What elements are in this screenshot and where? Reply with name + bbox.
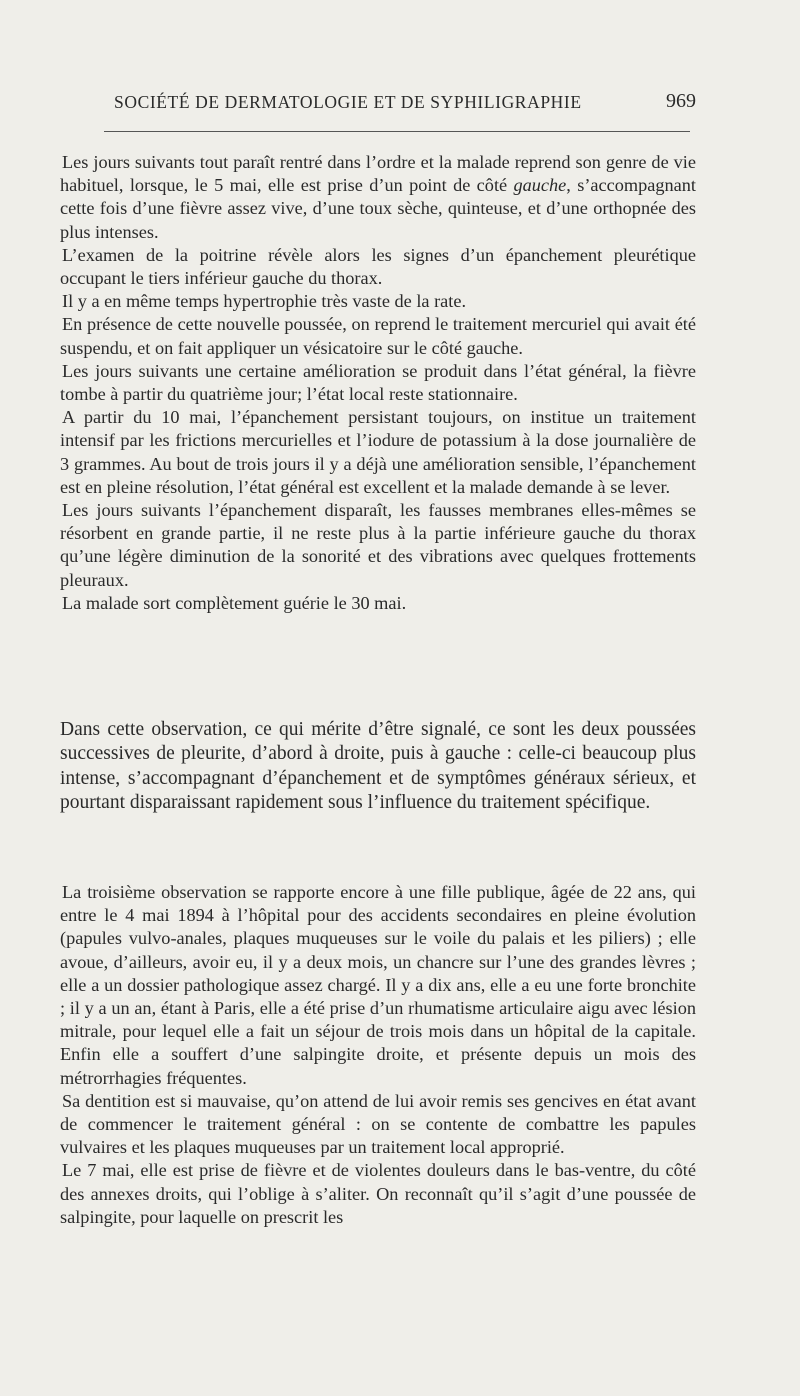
header-rule: [104, 131, 690, 132]
paragraph: L’examen de la poitrine révèle alors les signes d’un épanchement pleurétique occupant le tiers inférieur gauche du thorax.: [60, 244, 696, 289]
running-title: SOCIÉTÉ DE DERMATOLOGIE ET DE SYPHILIGRAPHIE: [114, 92, 582, 112]
third-observation: [60, 881, 696, 1229]
paragraph: Les jours suivants l’épanchement disparaît, les fausses membranes elles-mêmes se résorbent en grande partie, il ne reste plus à la partie inférieure gauche du thorax qu’une légère diminution de la sonorité et des vibrations avec quelques frottements pleuraux.: [60, 500, 696, 590]
paragraph: En présence de cette nouvelle poussée, on reprend le traitement mercuriel qui avait été suspendu, et on fait appliquer un vésicatoire sur le côté gauche.: [60, 314, 696, 358]
paragraph: Il y a en même temps hypertrophie très vaste de la rate.: [62, 291, 467, 312]
italic-word: gauche: [513, 175, 567, 196]
page-number: 969: [666, 90, 696, 112]
text-run: Les jours suivants tout paraît rentré dans l’ordre et la malade reprend son genre de vie habituel, lorsque, le 5 mai, elle est prise d’un point de côté: [60, 152, 696, 196]
commentary: [60, 718, 696, 815]
text-run: , s’accompagnant cette fois d’une fièvre assez vive, d’une toux sèche, quinteuse, et d’une orthopnée des plus intenses.: [60, 175, 697, 242]
paragraph: Sa dentition est si mauvaise, qu’on attend de lui avoir remis ses gencives en état avant de commencer le traitement général : on se contente de combattre les papules vulvaires et les plaques muqueuses par un traitement local approprié.: [60, 1090, 696, 1158]
paragraph: Dans cette observation, ce qui mérite d’être signalé, ce sont les deux poussées successives de pleurite, d’abord à droite, puis à gauche : celle-ci beaucoup plus intense, s’accompagnant d’épanchement et de symptômes généraux sérieux, et pourtant disparaissant rapidement sous l’influence du traitement spécifique.: [60, 719, 696, 813]
running-header: [60, 88, 696, 118]
paragraph: Le 7 mai, elle est prise de fièvre et de violentes douleurs dans le bas-ventre, du côté des annexes droits, qui l’oblige à s’aliter. On reconnaît qu’il s’agit d’une poussée de salpingite, pour laquelle on prescrit les: [60, 1160, 696, 1227]
paragraph: La troisième observation se rapporte encore à une fille publique, âgée de 22 ans, qui entre le 4 mai 1894 à l’hôpital pour des accidents secondaires en pleine évolution (papules vulvo-anales, plaques muqueuses sur le voile du palais et les piliers) ; elle avoue, d’ailleurs, avoir eu, il y a deux mois, un chancre sur l’une des grandes lèvres ; elle a un dossier pathologique assez chargé. Il y a dix ans, elle a eu une forte bronchite ; il y a un an, étant à Paris, elle a été prise d’un rhumatisme articulaire aigu avec lésion mitrale, pour lequel elle a fait un séjour de trois mois dans un hôpital de la capitale. Enfin elle a souffert d’une salpingite droite, et présente depuis un mois des métrorrhagies fréquentes.: [60, 882, 696, 1088]
paragraph: [60, 151, 696, 244]
paragraph: La malade sort complètement guérie le 30 mai.: [62, 592, 407, 613]
paragraph: Les jours suivants une certaine amélioration se produit dans l’état général, la fièvre tombe à partir du quatrième jour; l’état local reste stationnaire.: [60, 360, 696, 405]
paragraph: A partir du 10 mai, l’épanchement persistant toujours, on institue un traitement intensif par les frictions mercurielles et l’iodure de potassium à la dose journalière de 3 grammes. Au bout de trois jours il y a déjà une amélioration sensible, l’épanchement est en pleine résolution, l’état général est excellent et la malade demande à se lever.: [60, 407, 696, 497]
case-continuation: [60, 151, 696, 615]
